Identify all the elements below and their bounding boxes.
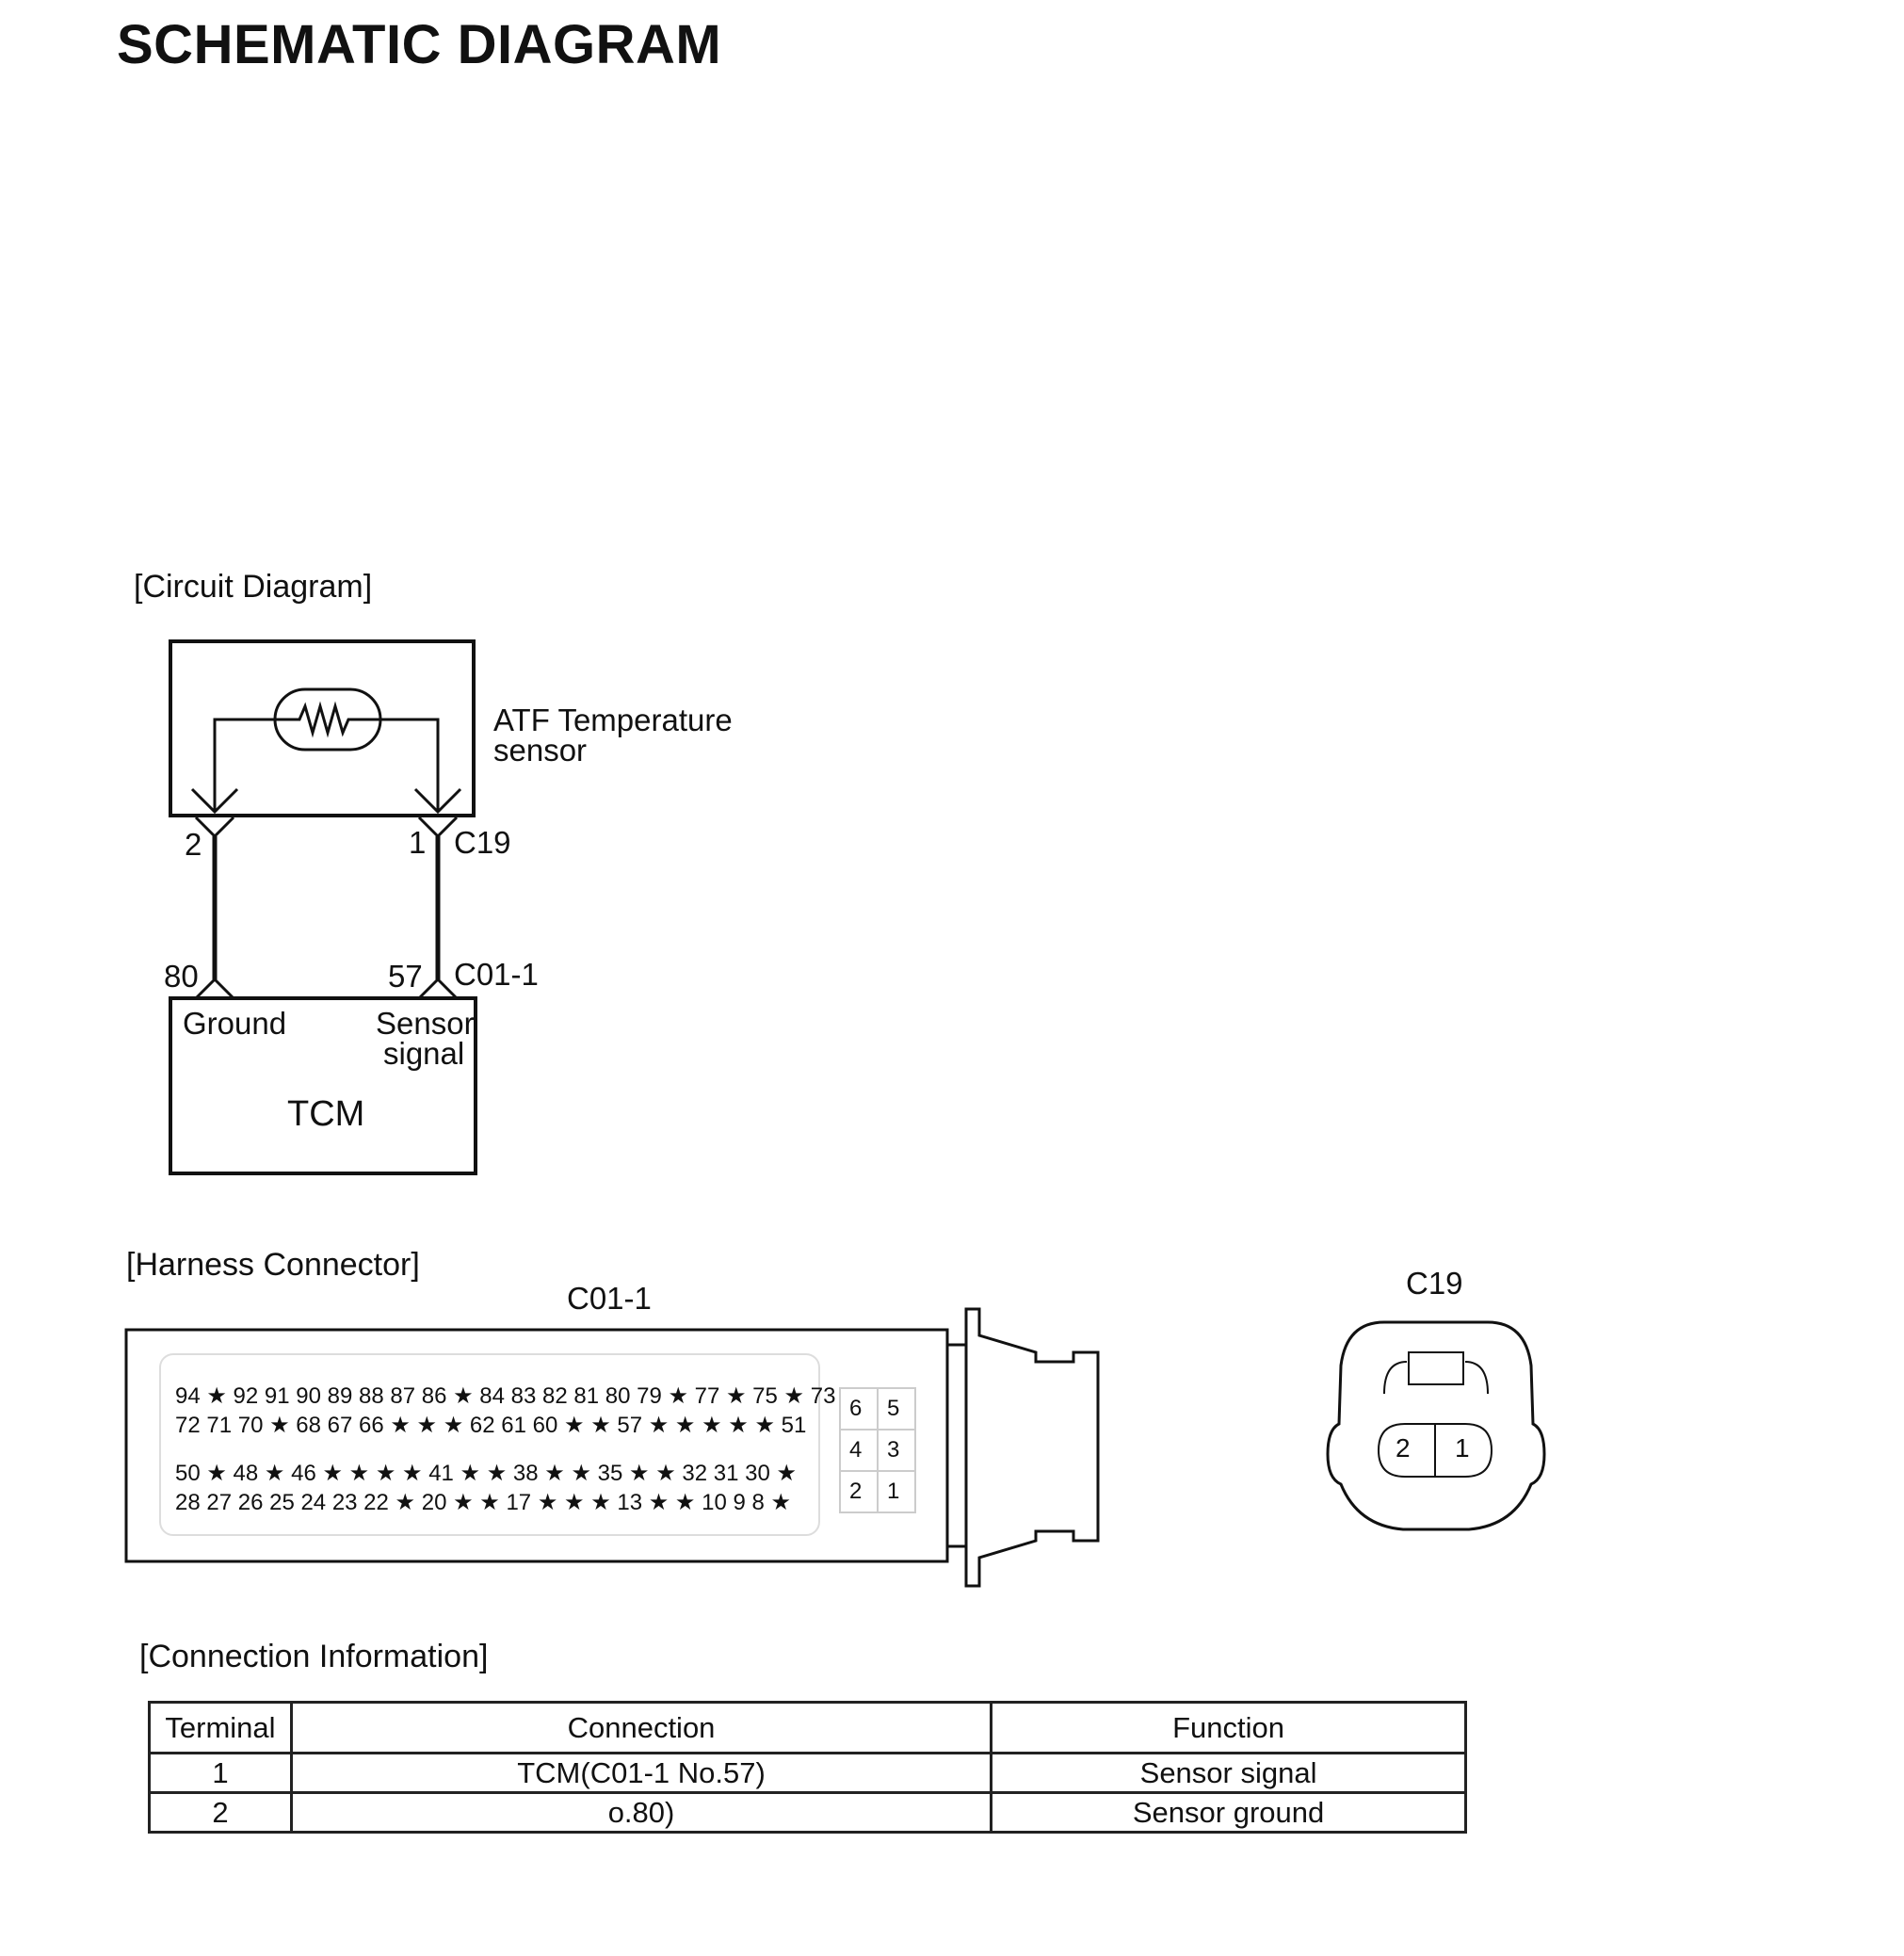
- terminal-cell: 1: [150, 1754, 292, 1793]
- c01-1-side-pin: 5: [887, 1396, 900, 1421]
- c01-1-body: [126, 1330, 947, 1561]
- c19-pin-right: 1: [409, 825, 427, 860]
- c01-1-latch: [947, 1309, 1098, 1586]
- c01-1-side-pin: 2: [849, 1479, 863, 1504]
- table-row: [150, 1793, 1466, 1833]
- terminal-cell: 2: [150, 1793, 292, 1833]
- sensor-label-line1: ATF Temperature: [493, 703, 733, 737]
- circuit-diagram-heading: [Circuit Diagram]: [134, 569, 373, 605]
- table-row: [150, 1754, 1466, 1793]
- table-header-row: [150, 1703, 1466, 1754]
- c01-1-pin-row-4: 28 27 26 25 24 23 22 ★ 20 ★ ★ 17 ★ ★ ★ 13 ★ ★ 10 9 8 ★: [175, 1490, 792, 1515]
- c19-pin-2: 2: [1396, 1433, 1411, 1463]
- c01-1-pin-row-1: 94 ★ 92 91 90 89 88 87 86 ★ 84 83 82 81 80 79 ★ 77 ★ 75 ★ 73: [175, 1383, 836, 1409]
- column-header-terminal: Terminal: [150, 1703, 292, 1754]
- tcm-name: TCM: [287, 1094, 365, 1134]
- c01-pin-left: 80: [164, 959, 199, 994]
- c19-connector-label: C19: [454, 825, 511, 860]
- tcm-signal-label-line1: Sensor: [376, 1006, 475, 1041]
- c19-pin-left: 2: [185, 827, 202, 862]
- function-cell: Sensor ground: [992, 1793, 1466, 1833]
- c01-1-side-pin: 1: [887, 1479, 900, 1504]
- column-header-function: Function: [992, 1703, 1466, 1754]
- c19-pin-1: 1: [1455, 1433, 1470, 1463]
- c19-latch: [1409, 1352, 1463, 1384]
- c01-connector-label: C01-1: [454, 957, 539, 992]
- connection-table: [148, 1701, 1467, 1834]
- tcm-signal-label-line2: signal: [383, 1036, 465, 1071]
- column-header-connection: Connection: [291, 1703, 991, 1754]
- function-cell: Sensor signal: [992, 1754, 1466, 1793]
- c01-1-pin-row-3: 50 ★ 48 ★ 46 ★ ★ ★ ★ 41 ★ ★ 38 ★ ★ 35 ★ ★ 32 31 30 ★: [175, 1461, 797, 1486]
- tcm-ground-label: Ground: [183, 1006, 287, 1041]
- c01-1-side-pin: 4: [849, 1437, 863, 1463]
- page-title: SCHEMATIC DIAGRAM: [117, 14, 722, 75]
- c01-pin-right: 57: [388, 959, 423, 994]
- connection-cell: TCM(C01-1 No.57): [291, 1754, 991, 1793]
- c01-1-pin-row-2: 72 71 70 ★ 68 67 66 ★ ★ ★ 62 61 60 ★ ★ 57 ★ ★ ★ ★ ★ 51: [175, 1413, 807, 1438]
- c01-1-connector-name: C01-1: [567, 1281, 652, 1316]
- c01-1-side-pin: 3: [887, 1437, 900, 1463]
- connection-cell: o.80): [291, 1793, 991, 1833]
- connection-info-heading: [Connection Information]: [139, 1639, 489, 1674]
- harness-connector-heading: [Harness Connector]: [126, 1247, 420, 1283]
- c19-connector-name: C19: [1406, 1266, 1463, 1301]
- sensor-label-line2: sensor: [493, 733, 588, 768]
- c01-1-side-pin: 6: [849, 1396, 863, 1421]
